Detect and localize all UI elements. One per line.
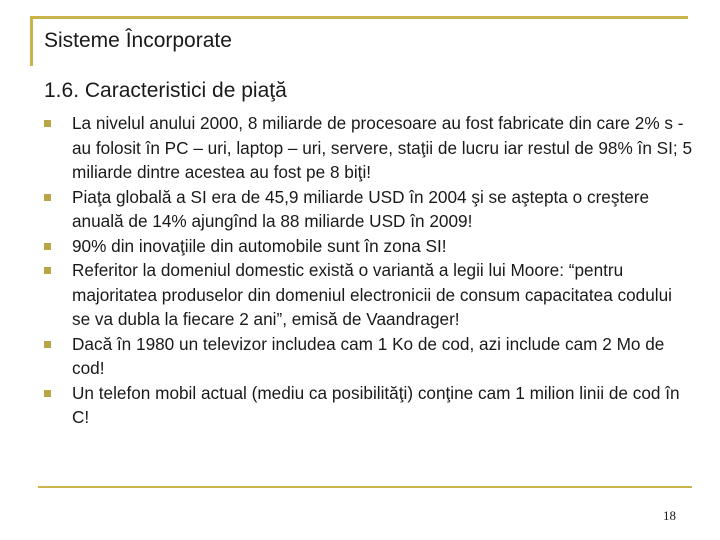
slide-title: Sisteme Încorporate — [44, 29, 232, 52]
square-bullet-icon — [44, 194, 51, 201]
square-bullet-icon — [44, 120, 51, 127]
list-item-text: La nivelul anului 2000, 8 miliarde de procesoare au fost fabricate din care 2% s - au folosit în PC – uri, laptop – uri, servere, staţii de lucru iar restul de 98% în SI; 5 miliarde dintre acestea au fost pe 8 biţi! — [72, 113, 693, 182]
list-item — [44, 258, 694, 332]
list-item-text: Un telefon mobil actual (mediu ca posibilităţi) conţine cam 1 milion linii de cod în C! — [72, 382, 680, 427]
list-item-text: Referitor la domeniul domestic există o variantă a legii lui Moore: “pentru majoritatea produselor din domeniul electronicii de consum capacitatea codului se va dubla la fiecare 2 ani”, emisă de Vaandrager! — [72, 260, 672, 329]
section-heading: 1.6. Caracteristici de piaţă — [44, 79, 287, 102]
square-bullet-icon — [44, 341, 51, 348]
list-item-text: Piaţa globală a SI era de 45,9 miliarde USD în 2004 şi se aştepta o creştere anuală de 14% ajungînd la 88 miliarde USD în 2009! — [72, 186, 650, 231]
list-item-text: Dacă în 1980 un televizor includea cam 1 Ko de cod, azi include cam 2 Mo de cod! — [72, 333, 665, 378]
footer-divider — [38, 486, 692, 488]
list-item — [44, 111, 694, 185]
bullet-list — [44, 111, 694, 430]
square-bullet-icon — [44, 243, 51, 250]
list-item — [44, 185, 694, 234]
list-item-text: 90% din inovaţiile din automobile sunt în zona SI! — [72, 235, 447, 256]
frame-left-line — [30, 16, 33, 66]
list-item — [44, 332, 694, 381]
list-item — [44, 381, 694, 430]
list-item — [44, 234, 694, 259]
frame-top-line — [30, 16, 688, 19]
square-bullet-icon — [44, 390, 51, 397]
page-number: 18 — [663, 508, 676, 523]
square-bullet-icon — [44, 267, 51, 274]
